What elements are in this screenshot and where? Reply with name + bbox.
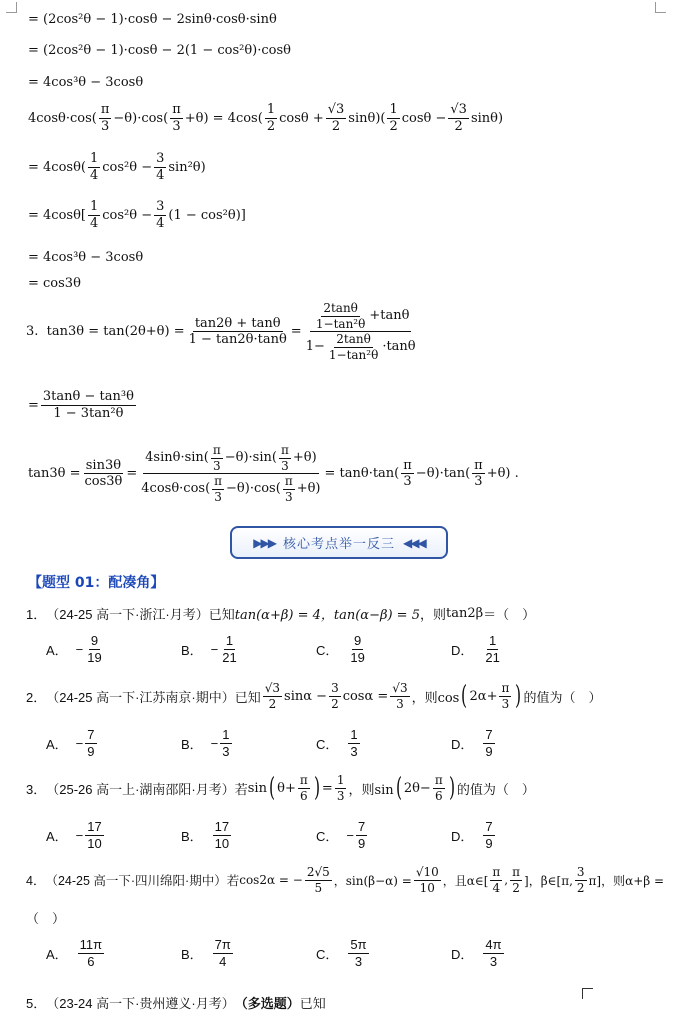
option-d[interactable] — [451, 634, 586, 664]
question-1-options — [46, 634, 646, 664]
question-connector: ，则 — [419, 607, 446, 622]
option-num: 7 — [485, 819, 493, 834]
option-label: A． — [46, 736, 68, 752]
page-corner-top-left — [6, 2, 17, 13]
option-label: D． — [451, 736, 474, 752]
option-label: B． — [181, 946, 203, 962]
question-4-paren: （ ） — [26, 911, 66, 926]
question-number: 2． — [26, 689, 47, 705]
option-num: 9 — [90, 633, 99, 648]
option-num: 7 — [87, 727, 95, 742]
option-sign: − — [210, 641, 219, 657]
option-b[interactable] — [181, 728, 316, 758]
question-number: 3． — [26, 781, 47, 797]
option-label: B． — [181, 642, 203, 658]
derivation-line-1: = (2cos²θ − 1)·cosθ − 2sinθ·cosθ·sinθ — [28, 12, 277, 27]
option-label: D． — [451, 828, 474, 844]
derivation-line-4: 4cosθ·cos( $\frac{\pi}{3}$ −θ)·cos( $\frac{\pi}{3}$ +θ) = 4cos( $\frac{1}{2}$ cosθ + $\frac{√3}{2}$ sinθ)( $\frac{1}{2}$ cosθ − $\frac{√3}{2}$ sinθ) — [28, 102, 504, 134]
banner-arrows-left-icon: ▶▶▶ — [253, 535, 275, 550]
option-num: 11π — [79, 937, 103, 952]
derivation-line-5: = 4cosθ( $\frac{1}{4}$ cos²θ − $\frac{3}{4}$ sin²θ) — [28, 151, 206, 183]
option-sign: − — [75, 827, 84, 843]
option-den: 21 — [485, 649, 500, 665]
option-den: 6 — [87, 953, 95, 969]
option-label: C． — [316, 736, 339, 752]
option-den: 9 — [357, 835, 366, 851]
question-3: 3． （25-26 高一上·湖南邵阳·月考）若 sin ( θ+ $\frac{\pi}{6}$ ) = $\frac{1}{3}$ ，则sin ( 2θ− $\frac{\pi}{6}$ ) 的值为（ ） — [26, 773, 535, 804]
option-label: B． — [181, 828, 203, 844]
question-number: 5． — [26, 996, 47, 1011]
question-source: （23-24 高一下·贵州遵义·月考） — [46, 996, 235, 1011]
derivation-line-8: = cos3θ — [28, 276, 81, 291]
option-b[interactable] — [181, 938, 316, 968]
question-source: （24-25 高一下·江苏南京·期中）已知 — [46, 689, 261, 705]
option-num: 4π — [485, 937, 502, 952]
question-1: 1． （24-25 高一下·浙江·月考）已知 tan(α+β) = 4，tan(α−β) = 5 ，则 tan2β ＝（ ） — [26, 606, 536, 623]
question-4-options — [46, 938, 646, 968]
option-den: 21 — [222, 649, 237, 665]
question-2-options — [46, 728, 646, 758]
section-banner — [230, 526, 448, 559]
option-den: 10 — [214, 835, 230, 851]
option-label: A． — [46, 642, 68, 658]
option-num: 1 — [350, 727, 358, 742]
option-b[interactable] — [181, 820, 316, 850]
option-num: 9 — [354, 633, 362, 648]
derivation-line-7: = 4cos³θ − 3cosθ — [28, 250, 144, 265]
question-source: （24-25 高一下·四川绵阳·期中）若 — [45, 874, 240, 889]
question-number: 4． — [26, 874, 46, 889]
page-corner-bottom-right — [582, 988, 593, 999]
option-num: 1 — [222, 727, 230, 742]
page-corner-top-right — [655, 2, 666, 13]
option-c[interactable] — [316, 634, 451, 664]
option-sign: − — [75, 735, 84, 751]
option-num: 1 — [225, 633, 234, 648]
question-5 — [26, 993, 326, 1012]
derivation-line-11: tan3θ = $\frac{\sin 3\theta}{\cos 3\theta}$ = 4sinθ·sin( $\frac{\pi}{3}$ −θ)·sin( $\frac{\pi}{3}$ +θ) 4cosθ·cos( $\frac{\pi}{3}$ −θ)·cos( $\frac{\pi}{3}$ +θ) = tanθ·tan( $\frac{\pi}{3}$ −θ)·tan( $\frac{\pi}{3}$ +θ) . — [28, 443, 519, 504]
option-label: C． — [316, 642, 339, 658]
option-d[interactable] — [451, 938, 586, 968]
option-label: D． — [451, 946, 474, 962]
question-tail: ＝（ ） — [483, 607, 536, 622]
question-tail: 的值为（ ） — [523, 689, 602, 705]
derivation-line-6: = 4cosθ[ $\frac{1}{4}$ cos²θ − $\frac{3}{4}$ (1 − cos²θ)] — [28, 199, 246, 231]
option-num: 17 — [214, 819, 230, 834]
derivation-line-2: = (2cos²θ − 1)·cosθ − 2(1 − cos²θ)·cosθ — [28, 43, 291, 58]
option-den: 3 — [354, 953, 363, 969]
option-den: 4 — [219, 953, 227, 969]
derivation-line-9: 3. tan3θ = tan(2θ+θ) = $\frac{\tan 2\theta + \tan\theta}{1 - \tan 2\theta\cdot\tan\theta}$ = $\frac{2\tan\theta}{\text{1−tan²θ}}$ +tanθ 1− $\frac{2\tan\theta}{\text{1−tan²θ}}$ ·tanθ — [26, 301, 416, 362]
option-den: 9 — [485, 835, 493, 851]
banner-text: 核心考点举一反三 — [282, 537, 395, 552]
option-num: 7π — [214, 937, 231, 952]
question-4: 4． （24-25 高一下·四川绵阳·期中）若 cos2α = − $\frac{2√5}{5}$ ，sin(β−α) = $\frac{√10}{10}$ ，且α∈[ $\frac{\pi}{4}$ , $\frac{\pi}{2}$ ]，β∈[π, $\frac{3}{2}$ π]，则α+β = — [26, 865, 665, 895]
option-c[interactable] — [316, 820, 451, 850]
question-tail: 的值为（ ） — [456, 781, 535, 797]
question-source: （24-25 高一下·浙江·月考）已知 — [46, 607, 235, 622]
option-den: 19 — [350, 649, 365, 665]
derivation-line-10: = $\frac{\text{3tanθ − tan³θ}}{\text{1 − 3tan²θ}}$ — [28, 389, 134, 421]
option-a[interactable] — [46, 938, 181, 968]
option-a[interactable] — [46, 634, 181, 664]
option-label: A． — [46, 828, 68, 844]
option-c[interactable] — [316, 938, 451, 968]
option-den: 3 — [222, 743, 230, 759]
option-sign: − — [210, 735, 219, 751]
option-num: 17 — [87, 819, 102, 834]
banner-arrows-right-icon: ◀◀◀ — [403, 535, 425, 550]
option-label: B． — [181, 736, 203, 752]
option-a[interactable] — [46, 820, 181, 850]
option-den: 19 — [87, 649, 102, 665]
derivation-line-3: = 4cos³θ − 3cosθ — [28, 75, 144, 90]
option-d[interactable] — [451, 728, 586, 758]
question-tag: （多选题） — [234, 996, 300, 1011]
option-den: 10 — [87, 835, 102, 851]
option-num: 7 — [357, 819, 366, 834]
option-den: 9 — [87, 743, 95, 759]
option-label: D． — [451, 642, 474, 658]
option-label: A． — [46, 946, 68, 962]
option-label: C． — [316, 946, 339, 962]
option-label: C． — [316, 828, 339, 844]
option-c[interactable] — [316, 728, 451, 758]
option-num: 7 — [485, 727, 493, 742]
option-sign: − — [346, 827, 354, 843]
question-source: （25-26 高一上·湖南邵阳·月考）若 — [46, 781, 248, 797]
option-d[interactable] — [451, 820, 586, 850]
question-3-options — [46, 820, 646, 850]
question-tail: 已知 — [299, 996, 326, 1011]
option-den: 9 — [485, 743, 493, 759]
question-number: 1． — [26, 607, 47, 622]
option-sign: − — [75, 641, 84, 657]
option-num: 5π — [350, 937, 367, 952]
option-a[interactable] — [46, 728, 181, 758]
question-2: 2． （24-25 高一下·江苏南京·期中）已知 $\frac{√3}{2}$ sinα − $\frac{3}{2}$ cosα = $\frac{√3}{3}$ ，则cos ( 2α+ $\frac{\pi}{3}$ ) 的值为（ ） — [26, 681, 602, 712]
option-num: 1 — [489, 633, 497, 648]
section-title: 【题型 01：配凑角】 — [28, 575, 165, 591]
option-den: 3 — [489, 953, 498, 969]
option-den: 3 — [350, 743, 358, 759]
option-b[interactable] — [181, 634, 316, 664]
